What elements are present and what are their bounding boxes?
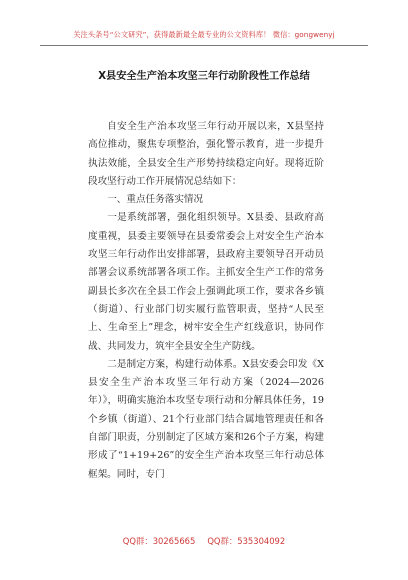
paragraph-intro: 自安全生产治本攻坚三年行动开展以来，X县坚持高位推动，聚焦专项整治，强化警示教育，进一步提升执法效能，全县安全生产形势持续稳定向好。现将近阶段攻坚行动工作开展情况总结如下： <box>88 121 324 187</box>
paragraph-plan: 二是制定方案，构建行动体系。X县安委会印发《X县安全生产治本攻坚三年行动方案（2024—2026年）》，明确实施治本攻坚专项行动和分解具体任务，19个乡镇（街道）、21个行业部门结合属地管理责任和各自部门职责，分别制定了区域方案和26个子方案，构建形成了“1+19+26”的安全生产治本攻坚三年行动总体框架。同时，专门 <box>88 358 324 480</box>
footer-contact <box>0 535 408 547</box>
section-heading: 一、重点任务落实情况 <box>107 194 204 206</box>
document-title: X县安全生产治本攻坚三年行动阶段性工作总结 <box>98 71 310 82</box>
document-body <box>88 118 324 484</box>
paragraph-organization: 一是系统部署，强化组织领导。X县委、县政府高度重视，县委主要领导在县委常委会上对安全生产治本攻坚三年行动作出安排部署，县政府主要领导召开动员部署会议系统部署各项工作。主抓安全生产工作的常务副县长多次在全县工作会上强调此项工作，要求各乡镇（街道）、行业部门切实履行监管职责，坚持“人民至上、生命至上”理念，树牢安全生产红线意识，协同作战、共同发力，筑牢全县安全生产防线。 <box>88 212 324 352</box>
footer-qq-group-1: QQ群：30265665 <box>122 536 196 546</box>
header-banner: 关注头条号“公文研究”，获得最新最全最专业的公文资料库！ 微信：gongwenyj <box>73 30 335 39</box>
footer-qq-group-2: QQ群：535304092 <box>207 536 286 546</box>
header-divider <box>40 45 368 46</box>
